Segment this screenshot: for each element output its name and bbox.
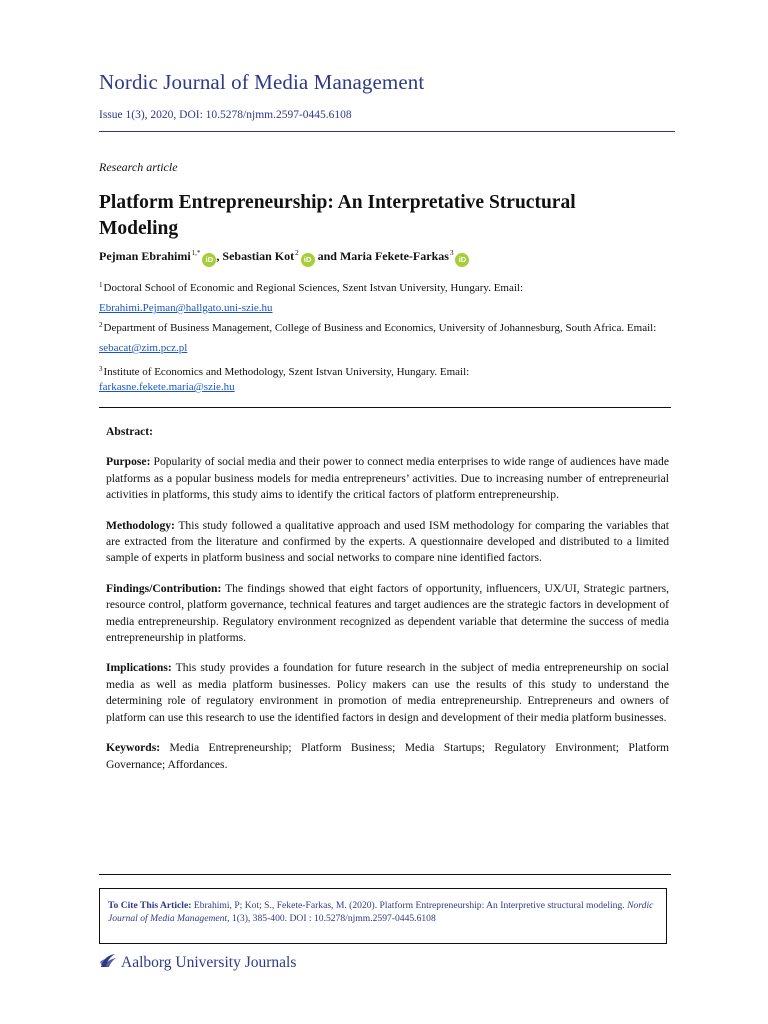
author-name: Maria Fekete-Farkas <box>339 249 449 263</box>
abstract-purpose <box>106 454 669 503</box>
journal-title: Nordic Journal of Media Management <box>99 70 425 94</box>
author-1 <box>99 249 216 267</box>
author-2 <box>222 249 314 267</box>
section-head: Keywords: <box>106 741 161 755</box>
affiliation-text: Department of Business Management, College of Business and Economics, University of Johannesburg, South Africa. Email: <box>103 322 657 334</box>
citation-head: To Cite This Article: <box>108 900 192 911</box>
section-text: Popularity of social media and their power to connect media enterprises to wide range of audiences have made platforms as a popular business models for media entrepreneurs’ activities. Due to increasing number of entrepreneurial activities in platforms, this study aims to identify the critical factors of platform entrepreneurship. <box>106 455 669 502</box>
affiliation-text: Doctoral School of Economic and Regional Sciences, Szent Istvan University, Hungary. Email: <box>103 282 524 294</box>
section-head: Methodology: <box>106 518 175 532</box>
abstract-findings <box>106 581 669 647</box>
citation-box <box>99 888 667 944</box>
publisher-name: Aalborg University Journals <box>121 954 297 971</box>
abstract-top-divider <box>99 407 671 408</box>
abstract-implications <box>106 660 669 726</box>
header-divider <box>99 131 675 132</box>
citation-journal: Nordic Journal of Media Management <box>108 900 654 924</box>
citation-details: , 1(3), 385-400. DOI : 10.5278/njmm.2597-0445.6108 <box>227 913 436 924</box>
author-separator: , <box>216 249 223 263</box>
author-list <box>99 249 469 267</box>
author-name: Sebastian Kot <box>222 249 295 263</box>
abstract-keywords <box>106 740 669 773</box>
article-type: Research article <box>99 160 178 174</box>
section-text: The findings showed that eight factors of opportunity, influencers, UX/UI, Strategic partners, resource control, platform governance, technical features and target audiences are the strategic factors in development of media entrepreneurship. Regulatory environment recognized as dependent variable that determine the success of media entrepreneurship in platforms. <box>106 581 669 645</box>
section-head: Implications: <box>106 661 172 675</box>
abstract-bottom-divider <box>99 874 671 875</box>
author-affiliation-marker: 3 <box>449 249 454 257</box>
author-name: Pejman Ebrahimi <box>99 249 191 263</box>
orcid-icon[interactable]: iD <box>202 253 216 267</box>
affiliation-1 <box>99 275 671 318</box>
section-text: This study followed a qualitative approach and used ISM methodology for comparing the variables that are extracted from the literature and confirmed by the experts. A questionnaire developed and distributed to a limited sample of experts in platform business and social networks to compare nine identified factors. <box>106 518 669 565</box>
author-3 <box>340 249 469 267</box>
affiliation-number: 1 <box>99 281 103 289</box>
section-text: This study provides a foundation for future research in the subject of media entrepreneurship on social media as well as media platform businesses. Policy makers can use the results of this study to understand the determining role of regulatory environment in promotion of media entrepreneurship. Entrepreneurs and owners of platform can use this research to use the identified factors in design and development of their media platform businesses. <box>106 661 669 724</box>
affiliation-2 <box>99 315 671 358</box>
author-separator: and <box>317 249 337 263</box>
citation-text: Ebrahimi, P; Kot; S., Fekete-Farkas, M. (2020). Platform Entrepreneurship: An Interpretive structural modeling. <box>193 900 625 911</box>
article-title: Platform Entrepreneurship: An Interpretative Structural Modeling <box>99 192 576 239</box>
affiliation-email-link[interactable]: sebacat@zim.pcz.pl <box>99 342 188 354</box>
affiliation-number: 2 <box>99 321 103 329</box>
affiliation-number: 3 <box>99 365 103 373</box>
issue-doi-line: Issue 1(3), 2020, DOI: 10.5278/njmm.2597-0445.6108 <box>99 109 352 121</box>
section-head: Purpose: <box>106 455 151 469</box>
author-affiliation-marker: 2 <box>295 249 299 257</box>
aalborg-university-logo-icon <box>99 953 117 974</box>
affiliation-email-link[interactable]: farkasne.fekete.maria@szie.hu <box>99 381 235 393</box>
orcid-icon[interactable]: iD <box>301 253 315 267</box>
publisher-footer <box>99 953 296 974</box>
author-affiliation-marker: 1,* <box>191 249 201 257</box>
section-head: Findings/Contribution: <box>106 581 222 595</box>
affiliation-text: Institute of Economics and Methodology, Szent Istvan University, Hungary. Email: <box>103 366 470 378</box>
affiliation-3 <box>99 362 671 395</box>
orcid-icon[interactable]: iD <box>455 253 469 267</box>
abstract-methodology <box>106 518 669 567</box>
section-text: Media Entrepreneurship; Platform Business; Media Startups; Regulatory Environment; Platform Governance; Affordances. <box>106 741 669 771</box>
abstract-heading: Abstract: <box>106 425 154 438</box>
abstract-block <box>106 424 669 787</box>
affiliation-email-link[interactable]: Ebrahimi.Pejman@hallgato.uni-szie.hu <box>99 302 273 314</box>
